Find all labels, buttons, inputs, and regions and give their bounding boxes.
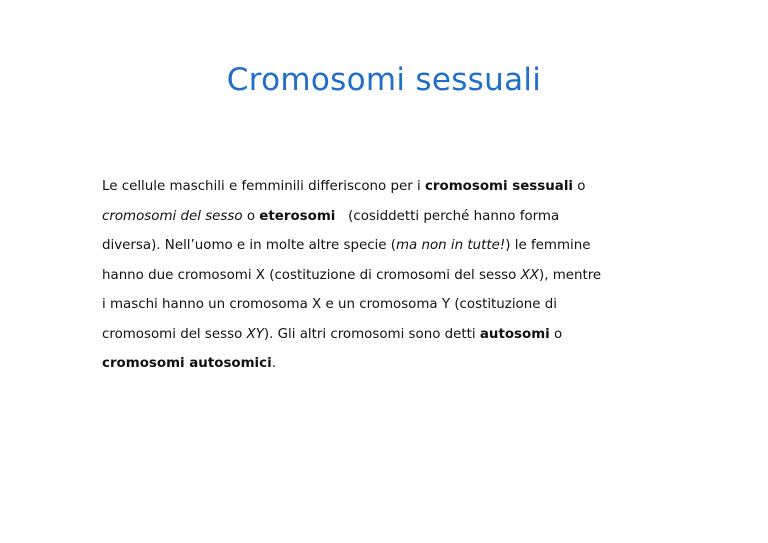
paragraph-line-6 — [102, 320, 682, 350]
text-segment: ) le femmine — [505, 238, 591, 253]
paragraph-line-3 — [102, 231, 682, 261]
text-segment: o — [549, 326, 563, 342]
text-segment: o — [242, 208, 260, 224]
text-segment: i maschi hanno un cromosoma X e un cromosoma Y (costituzione di — [102, 297, 557, 312]
paragraph-line-5 — [102, 290, 682, 320]
term-cromosomi-autosomici: cromosomi autosomici — [102, 356, 272, 371]
text-segment: (cosiddetti perché hanno forma — [335, 208, 560, 224]
paragraph-line-2 — [102, 202, 682, 232]
term-eterosomi: eterosomi — [259, 208, 336, 224]
text-segment: cromosomi del sesso — [102, 326, 247, 342]
paragraph-line-4 — [102, 261, 682, 291]
term-xy: XY — [246, 326, 264, 342]
text-segment: Le cellule maschili e femminili differiscono per i — [102, 179, 425, 194]
term-autosomi: autosomi — [479, 326, 550, 342]
term-cromosomi-del-sesso: cromosomi del sesso — [102, 208, 243, 224]
slide-title: Cromosomi sessuali — [226, 62, 542, 98]
paragraph-line-1 — [102, 172, 682, 202]
text-segment: hanno due cromosomi X (costituzione di cromosomi del sesso — [102, 267, 521, 283]
text-segment: o — [573, 179, 586, 194]
body-paragraph — [102, 172, 682, 379]
term-xx: XX — [520, 267, 539, 283]
term-cromosomi-sessuali: cromosomi sessuali — [424, 179, 573, 194]
text-segment: . — [271, 356, 276, 371]
text-segment: ), mentre — [538, 267, 602, 283]
text-segment: ). Gli altri cromosomi sono detti — [263, 326, 480, 342]
paragraph-line-7 — [102, 349, 682, 379]
emphasis-ma-non-in-tutte: ma non in tutte! — [396, 238, 506, 253]
text-segment: diversa). Nell’uomo e in molte altre specie ( — [102, 238, 396, 253]
